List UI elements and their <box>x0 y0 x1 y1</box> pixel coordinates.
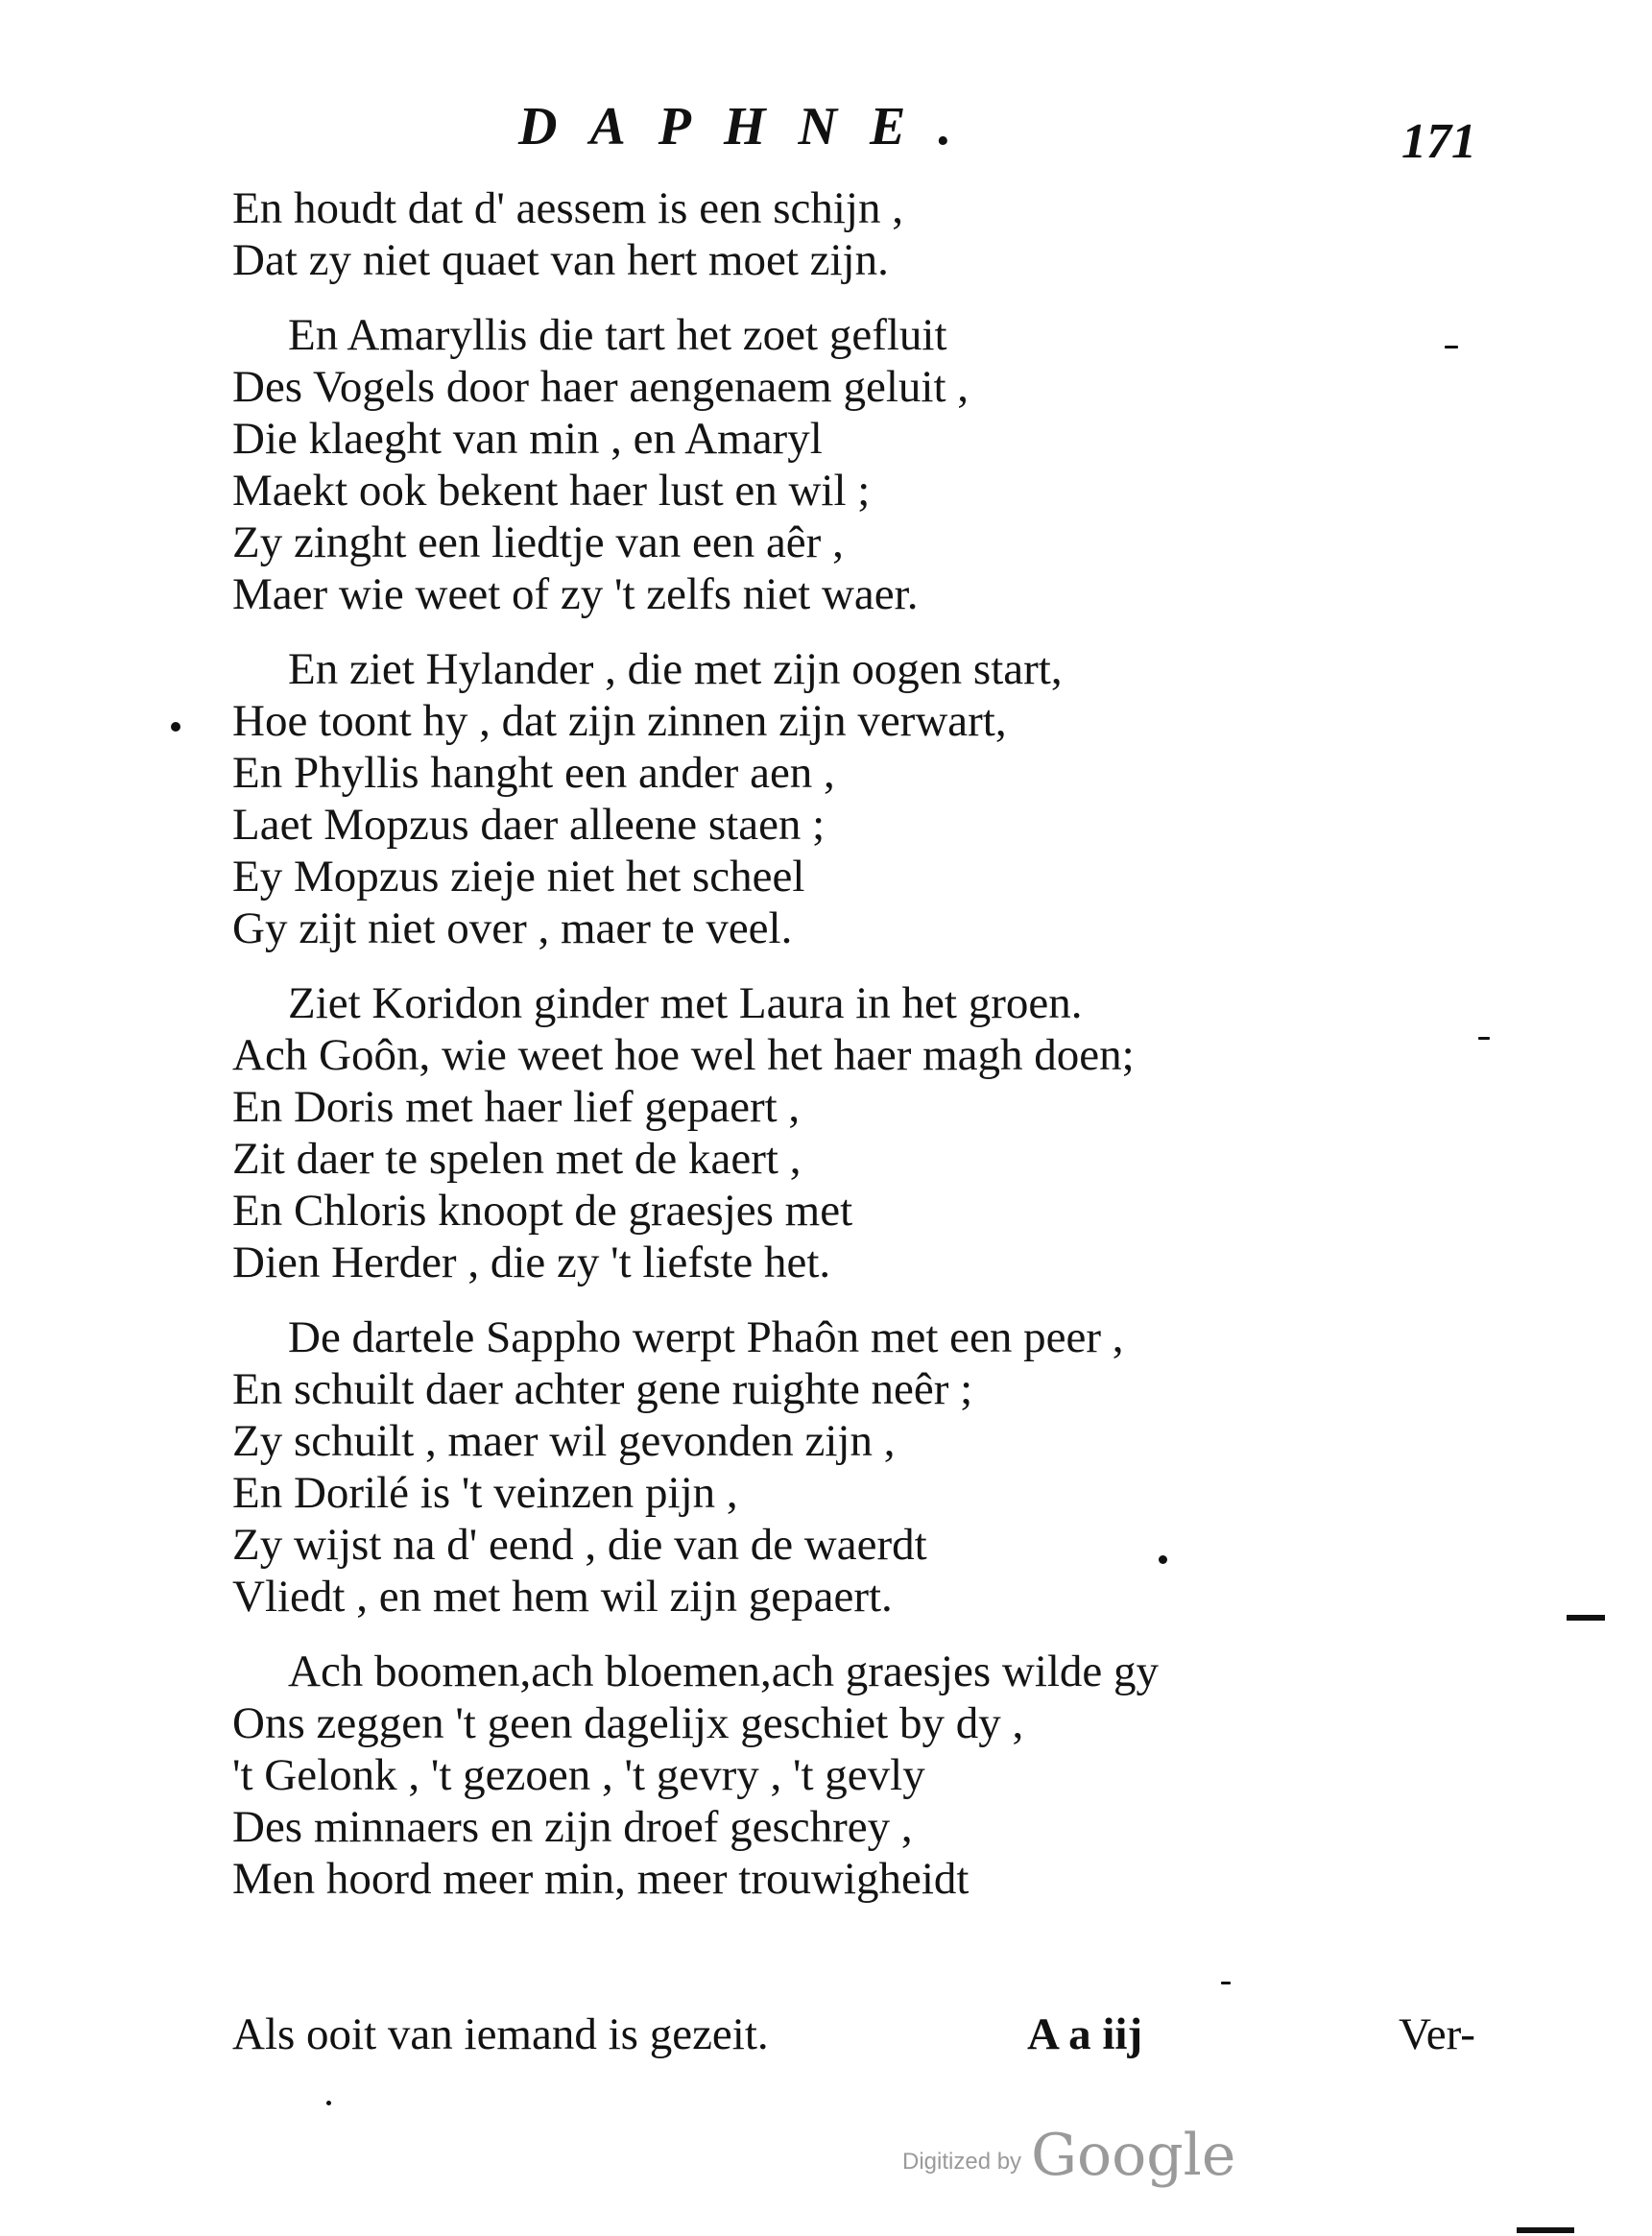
poem-body <box>232 182 1336 1928</box>
poem-line: En Doris met haer lief gepaert , <box>232 1082 801 1132</box>
stanza <box>232 977 1336 1288</box>
signature-mark: A a iij <box>1027 2009 1143 2059</box>
poem-line: Men hoord meer min, meer trouwigheidt <box>232 1854 970 1904</box>
poem-line: Ey Mopzus zieje niet het scheel <box>232 852 805 902</box>
page-number: 171 <box>1401 114 1476 169</box>
poem-line: En Dorilé is 't veinzen pijn , <box>232 1468 738 1518</box>
ink-speck <box>1221 1982 1231 1984</box>
poem-line: Hoe toont hy , dat zijn zinnen zijn verwart, <box>232 696 1007 746</box>
poem-line: Laet Mopzus daer alleene staen ; <box>232 800 826 850</box>
poem-line: Ach boomen,ach bloemen,ach graesjes wilde gy <box>288 1647 1160 1696</box>
poem-line: Maer wie weet of zy 't zelfs niet waer. <box>232 569 919 619</box>
poem-line: En Chloris knoopt de graesjes met <box>232 1186 853 1236</box>
poem-line: Ziet Koridon ginder met Laura in het groen. <box>288 978 1083 1028</box>
ink-speck <box>1445 346 1458 349</box>
poem-line: Ons zeggen 't geen dagelijx geschiet by dy , <box>232 1698 1024 1748</box>
running-title: DAPHNE. <box>518 97 985 156</box>
poem-line: Des minnaers en zijn droef geschrey , <box>232 1802 913 1852</box>
poem-line: Dat zy niet quaet van hert moet zijn. <box>232 235 889 285</box>
poem-line: Des Vogels door haer aengenaem geluit , <box>232 362 970 412</box>
poem-line: Zy zinght een liedtje van een aêr , <box>232 517 844 567</box>
stanza <box>232 1311 1336 1623</box>
poem-line: Gy zijt niet over , maer te veel. <box>232 903 793 953</box>
stanza <box>232 1646 1336 1905</box>
digitized-prefix: Digitized by <box>902 2149 1022 2175</box>
poem-line: Dien Herder , die zy 't liefste het. <box>232 1238 831 1287</box>
poem-line: Maekt ook bekent haer lust en wil ; <box>232 466 871 516</box>
poem-line: Zy schuilt , maer wil gevonden zijn , <box>232 1416 896 1466</box>
poem-line: Zy wijst na d' eend , die van de waerdt <box>232 1520 927 1570</box>
ink-speck <box>326 2101 331 2105</box>
poem-line: En schuilt daer achter gene ruighte neêr ; <box>232 1364 973 1414</box>
scan-edge-mark <box>1567 1615 1605 1621</box>
stanza <box>232 643 1336 954</box>
catchword: Ver- <box>1399 2009 1475 2059</box>
ink-speck <box>1478 1037 1490 1040</box>
ink-speck <box>1159 1555 1167 1564</box>
ink-speck <box>171 722 180 732</box>
poem-line: En ziet Hylander , die met zijn oogen start, <box>288 644 1063 694</box>
poem-line: En Phyllis hanght een ander aen , <box>232 748 835 798</box>
poem-line: Ach Goôn, wie weet hoe wel het haer magh doen; <box>232 1030 1135 1080</box>
poem-line: Zit daer te spelen met de kaert , <box>232 1134 802 1184</box>
page-footer <box>232 2008 1480 2066</box>
digitized-brand: Google <box>1031 2122 1236 2189</box>
poem-line: En Amaryllis die tart het zoet gefluit <box>288 310 947 360</box>
scan-edge-mark <box>1517 2227 1574 2233</box>
stanza <box>232 182 1336 286</box>
poem-line: Vliedt , en met hem wil zijn gepaert. <box>232 1572 893 1622</box>
digitized-watermark <box>902 2122 1235 2189</box>
poem-line: 't Gelonk , 't gezoen , 't gevry , 't gevly <box>232 1750 925 1800</box>
stanza <box>232 309 1336 620</box>
poem-line: Die klaeght van min , en Amaryl <box>232 414 823 464</box>
poem-line: De dartele Sappho werpt Phaôn met een peer , <box>288 1312 1124 1362</box>
poem-line: En houdt dat d' aessem is een schijn , <box>232 183 903 233</box>
poem-last-line: Als ooit van iemand is gezeit. <box>232 2009 769 2059</box>
